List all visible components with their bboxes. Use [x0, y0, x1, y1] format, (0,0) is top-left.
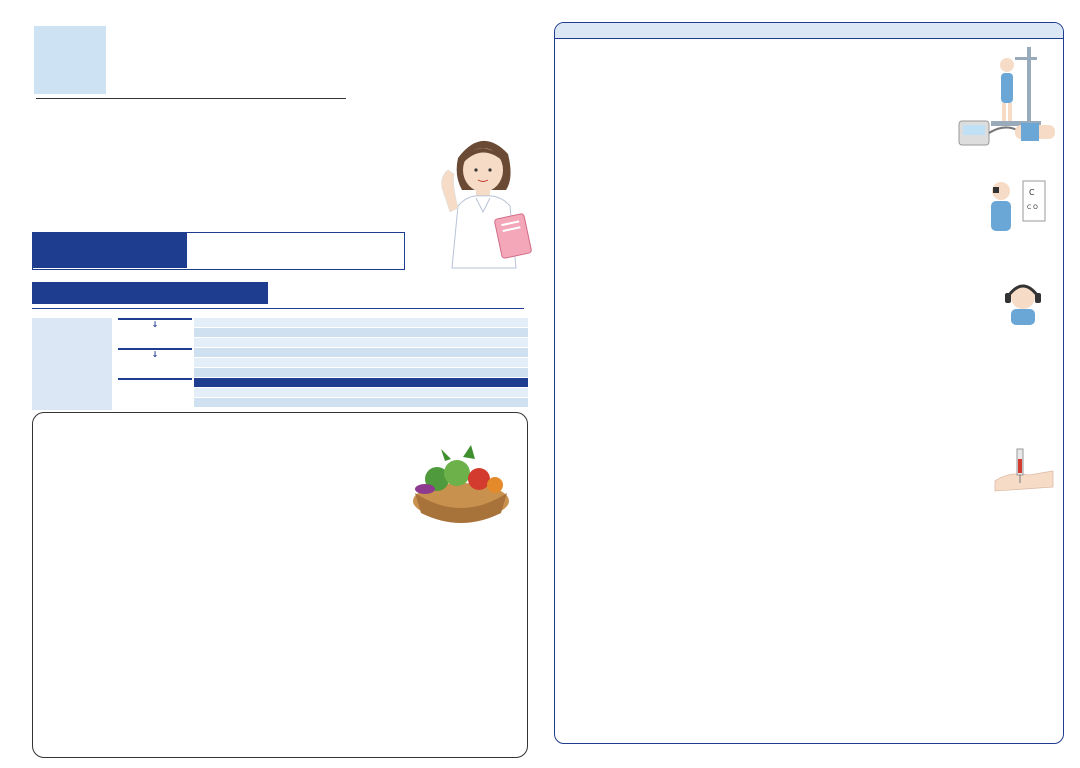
contact-box [32, 232, 405, 270]
category-normal [118, 318, 192, 330]
judgement-code [194, 398, 220, 407]
judgement-row [194, 378, 528, 388]
judgement-row [194, 338, 528, 348]
right-page-table [554, 22, 1064, 744]
hearing-test-illustration [991, 279, 1057, 327]
judgement-table [32, 318, 528, 410]
judgement-row [194, 318, 528, 328]
nurse-illustration [428, 118, 536, 273]
eye-test-illustration [971, 173, 1051, 239]
judgement-row [194, 358, 528, 368]
judgement-code [194, 348, 220, 357]
down-arrow-icon: ↓ [151, 350, 159, 359]
blood-pressure-illustration [955, 109, 1061, 157]
table-header [555, 23, 1064, 39]
category-pill [118, 378, 192, 380]
clinic-info [368, 40, 538, 45]
report-title [32, 282, 268, 304]
svg-text:C O: C O [1027, 204, 1038, 211]
judgement-label [32, 318, 112, 410]
judgement-rows [194, 318, 528, 408]
judgement-code [194, 388, 220, 397]
blood-test-illustration [989, 441, 1059, 497]
judgement-row [194, 388, 528, 398]
title-accent-block [34, 26, 106, 94]
judgement-code [194, 368, 220, 377]
judgement-row [194, 368, 528, 378]
contact-label [33, 233, 187, 268]
judgement-row [194, 348, 528, 358]
category-later [118, 348, 192, 360]
title-underline [36, 98, 346, 99]
judgement-code [194, 328, 220, 337]
judgement-row [194, 328, 528, 338]
judgement-code [194, 338, 220, 347]
vegetable-basket-illustration [401, 443, 519, 523]
judgement-code [194, 378, 220, 387]
judgement-code [194, 358, 220, 367]
judgement-code [194, 318, 220, 327]
down-arrow-icon: ↓ [151, 320, 159, 329]
judgement-row [194, 398, 528, 408]
contact-hours [193, 236, 403, 241]
lifestyle-points-box [32, 412, 528, 758]
report-title-rule [32, 308, 524, 309]
category-soon [118, 378, 192, 380]
svg-text:C: C [1029, 188, 1035, 197]
